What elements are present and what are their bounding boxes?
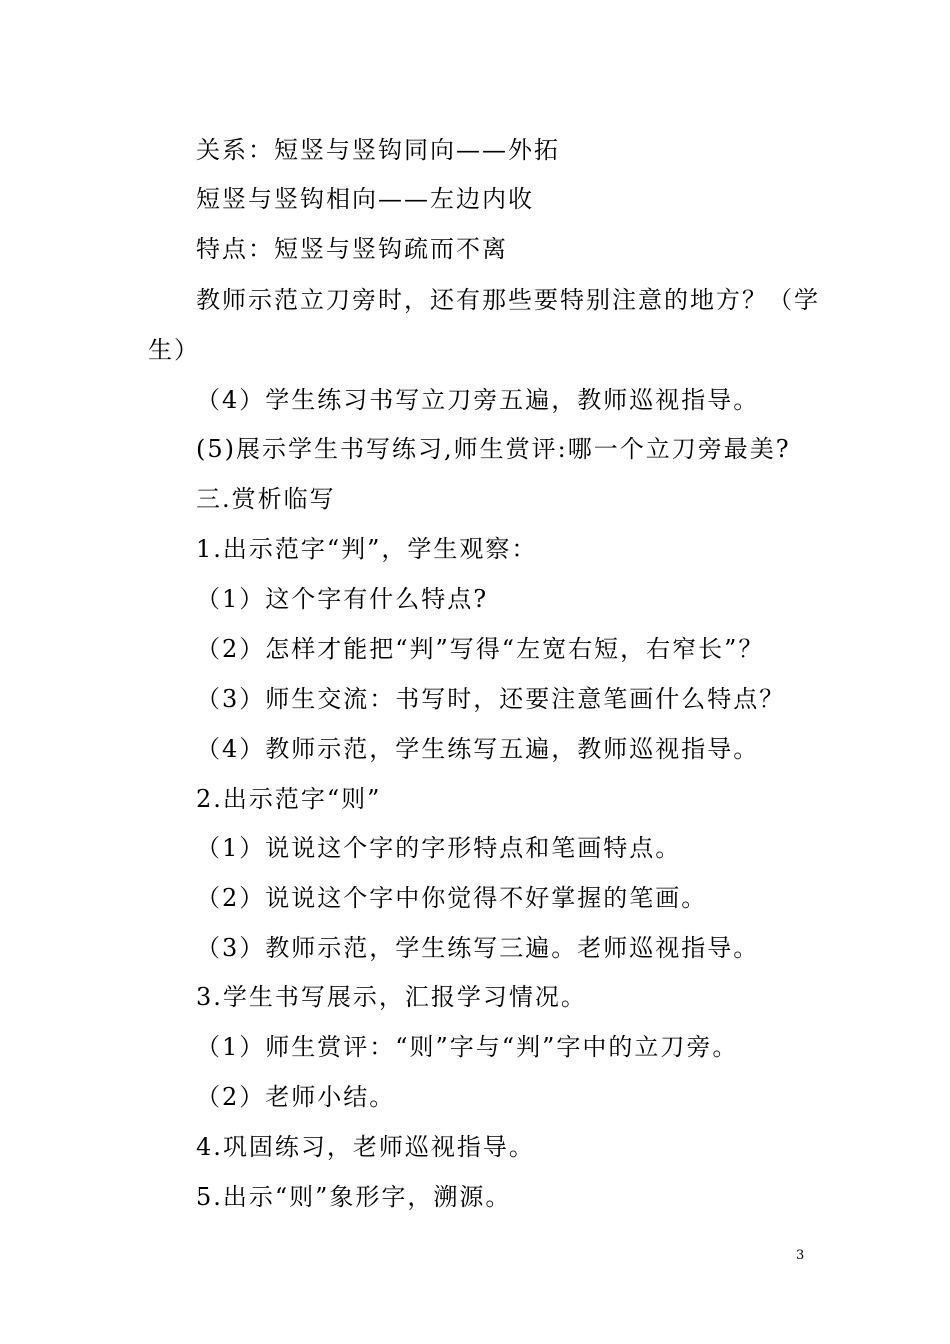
text-line: 2.出示范字“则” [196,785,382,813]
text-line: （1）师生赏评：“则”字与“判”字中的立刀旁。 [196,1033,739,1061]
section-heading: 三.赏析临写 [196,485,336,513]
text-line: 3.学生书写展示，汇报学习情况。 [196,983,587,1011]
text-line: 4.巩固练习，老师巡视指导。 [196,1133,535,1161]
text-line: （4）学生练习书写立刀旁五遍，教师巡视指导。 [196,386,760,414]
text-line: （3）教师示范，学生练写三遍。老师巡视指导。 [196,934,760,962]
text-line: 5.出示“则”象形字，溯源。 [196,1183,512,1211]
text-line: （1）说说这个字的字形特点和笔画特点。 [196,834,682,862]
text-line: 生） [148,336,200,364]
text-line: （1）这个字有什么特点? [196,585,489,613]
page-number: 3 [796,1248,805,1263]
text-line: （2）老师小结。 [196,1083,396,1111]
text-line: （4）教师示范，学生练写五遍，教师巡视指导。 [196,735,760,763]
text-line: (5)展示学生书写练习,师生赏评:哪一个立刀旁最美? [196,435,791,463]
text-line: 关系：短竖与竖钩同向——外拓 [196,136,560,164]
text-line: 短竖与竖钩相向——左边内收 [196,185,534,213]
text-line: 教师示范立刀旁时，还有那些要特别注意的地方？（学 [196,286,820,314]
text-line: （2）怎样才能把“判”写得“左宽右短，右窄长”？ [196,635,765,663]
text-line: （2）说说这个字中你觉得不好掌握的笔画。 [196,884,708,912]
text-line: 1.出示范字“判”，学生观察： [196,535,538,563]
text-line: 特点：短竖与竖钩疏而不离 [196,235,508,263]
text-line: （3）师生交流：书写时，还要注意笔画什么特点？ [196,685,786,713]
